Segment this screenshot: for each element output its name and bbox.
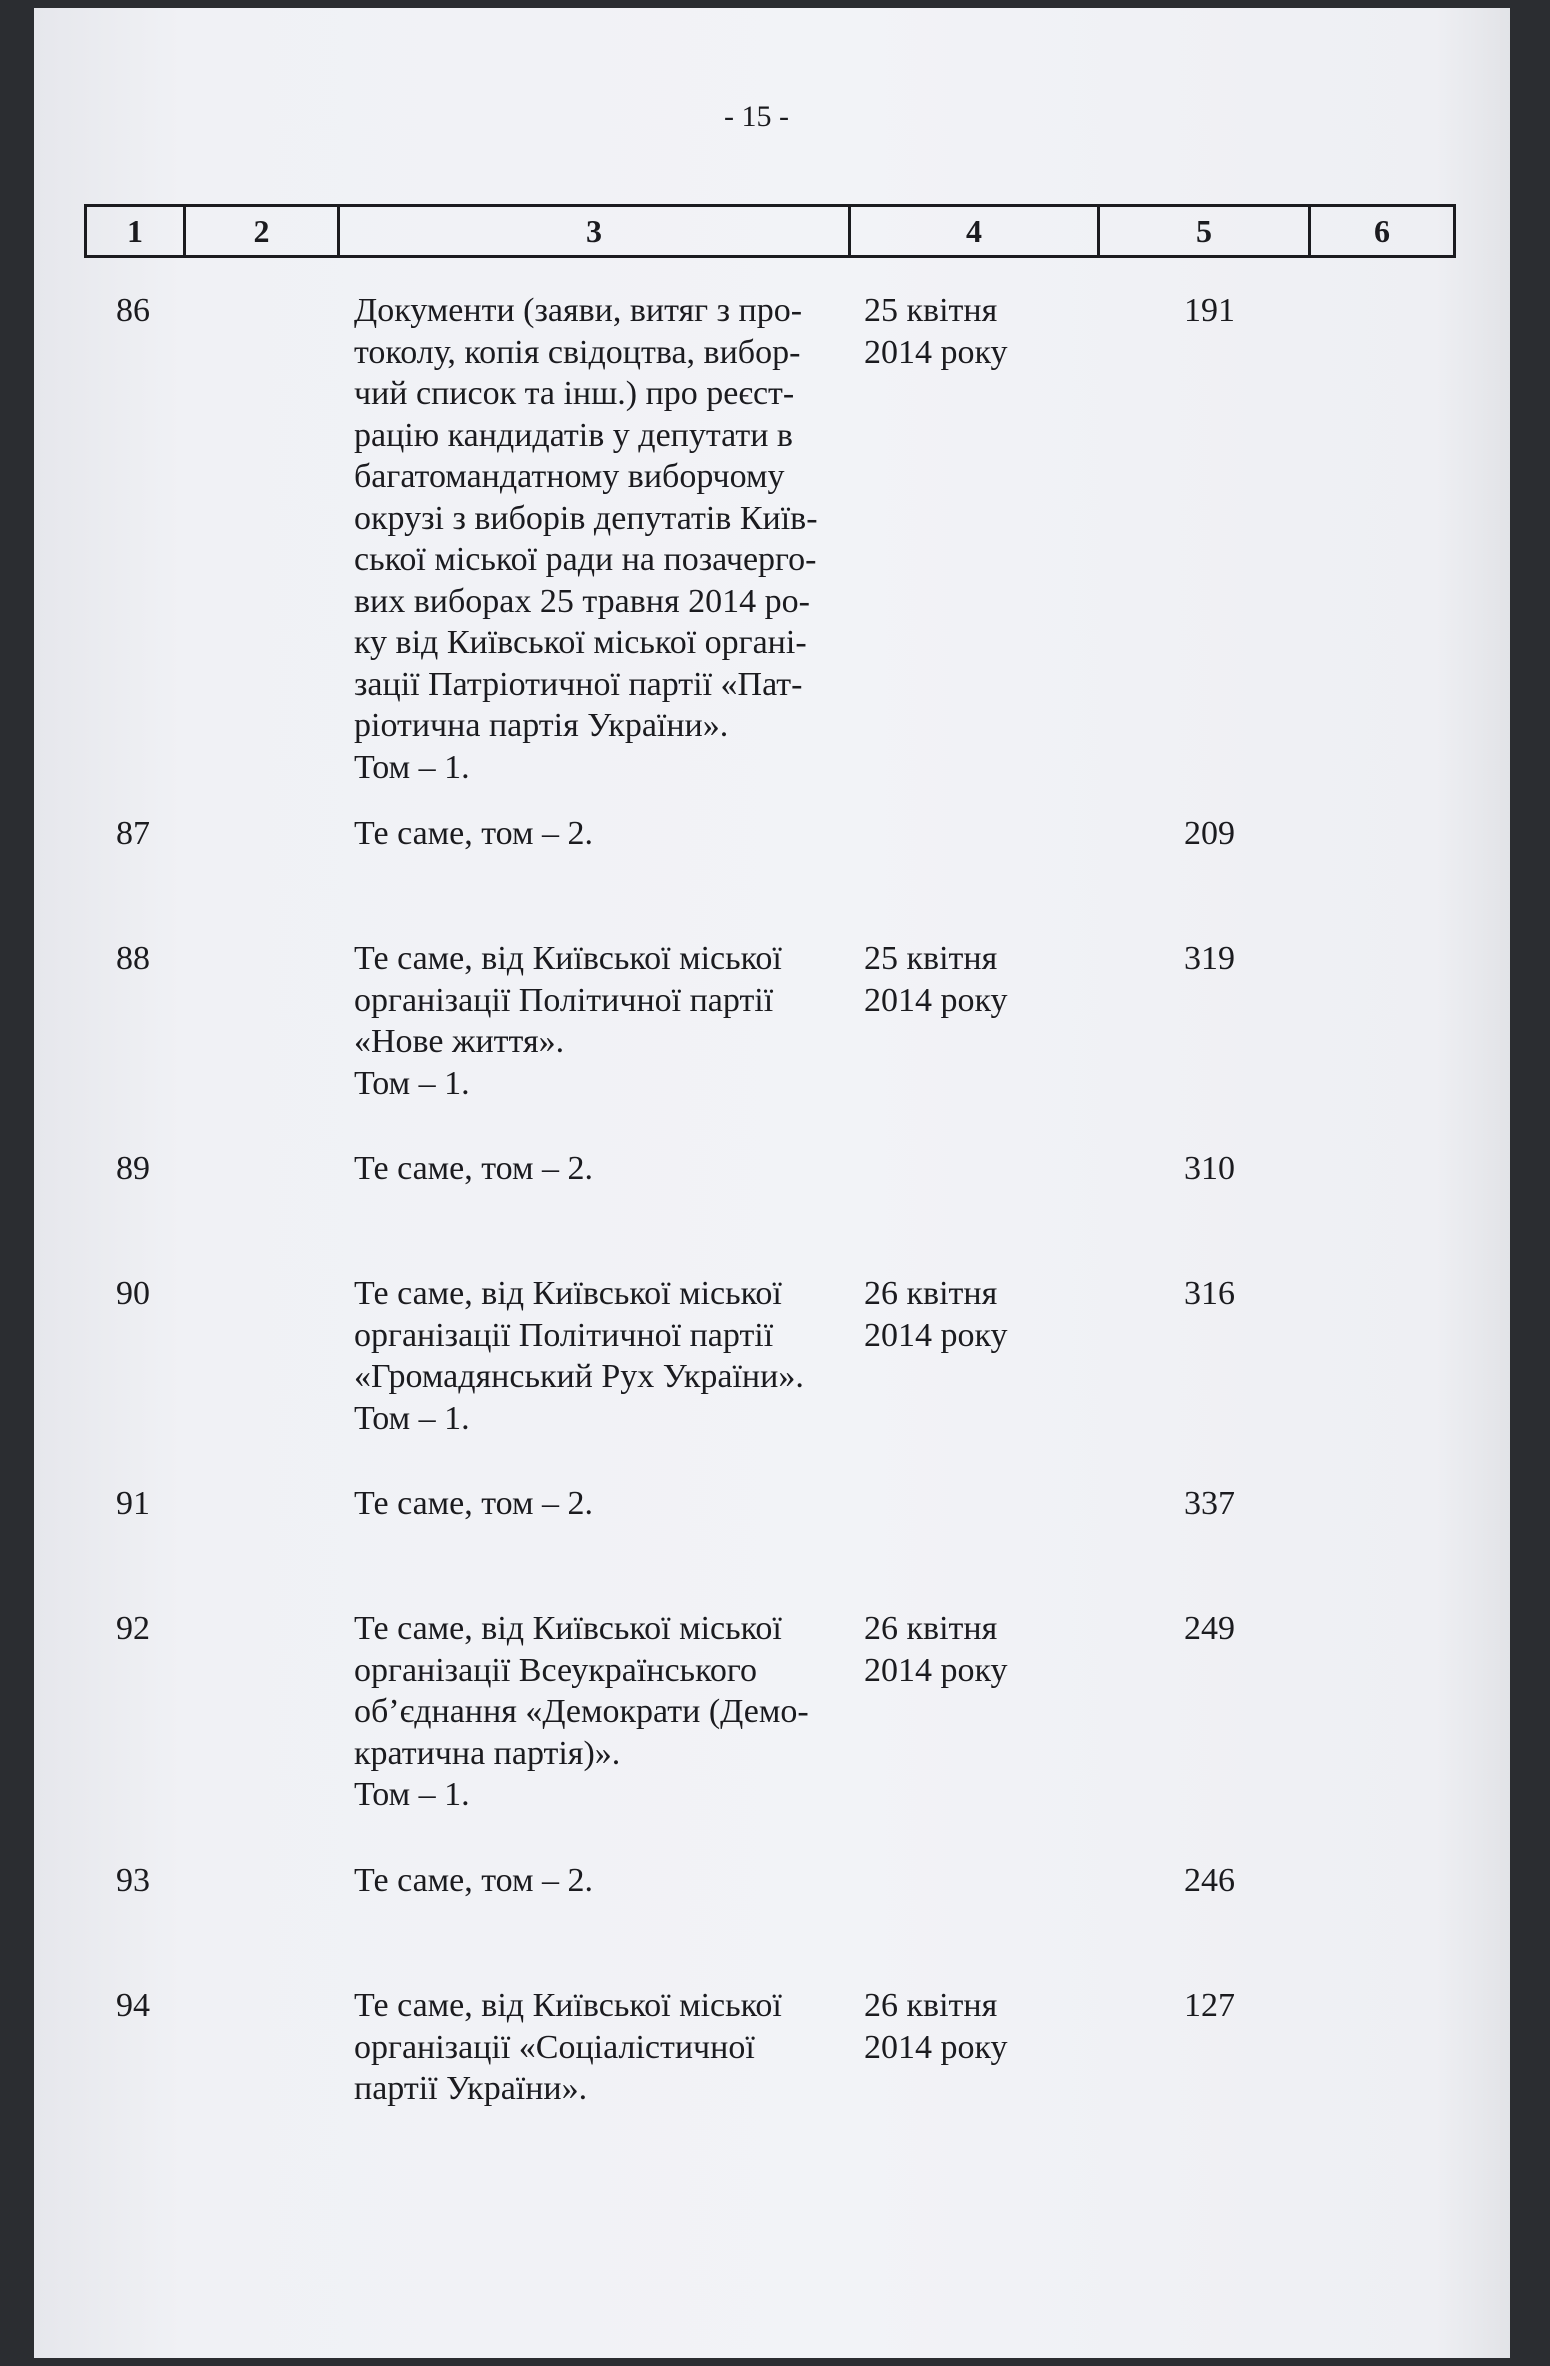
row-sheets: 249 [1184,1610,1235,1647]
row-description: Те саме, том – 2. [354,1862,594,1899]
header-col-5: 5 [1100,207,1311,255]
table-header [84,204,1456,258]
header-col-6: 6 [1374,213,1390,249]
row-number: 92 [116,1610,150,1647]
row-description: Те саме, від Київської міської організації Політичної партії «Громадянський Рух України». Том – 1. [354,1275,804,1437]
row-date: 26 квітня 2014 року [864,1610,1008,1689]
document-page [34,8,1510,2358]
row-number: 90 [116,1275,150,1312]
row-date: 25 квітня 2014 року [864,940,1008,1019]
row-date: 26 квітня 2014 року [864,1275,1008,1354]
page-number: - 15 - [724,100,789,133]
row-sheets: 319 [1184,940,1235,977]
row-number: 93 [116,1862,150,1899]
row-sheets: 337 [1184,1485,1235,1522]
row-date: 25 квітня 2014 року [864,292,1008,371]
row-number: 87 [116,815,150,852]
header-col-3: 3 [340,207,851,255]
row-sheets: 127 [1184,1987,1235,2024]
row-sheets: 191 [1184,292,1235,329]
row-number: 88 [116,940,150,977]
row-sheets: 310 [1184,1150,1235,1187]
header-col-2: 2 [186,207,340,255]
row-description: Те саме, від Київської міської організації «Соціалістичної партії України». [354,1987,782,2107]
row-description: Те саме, від Київської міської організації Політичної партії «Нове життя». Том – 1. [354,940,782,1102]
row-sheets: 246 [1184,1862,1235,1899]
row-description: Те саме, від Київської міської організації Всеукраїнського об’єднання «Демократи (Демо- кратична партія)». Том – 1. [354,1610,809,1813]
row-sheets: 316 [1184,1275,1235,1312]
header-col-1: 1 [87,207,186,255]
row-description: Те саме, том – 2. [354,1485,594,1522]
header-col-4: 4 [851,207,1100,255]
row-sheets: 209 [1184,815,1235,852]
row-number: 86 [116,292,150,329]
row-number: 91 [116,1485,150,1522]
row-date: 26 квітня 2014 року [864,1987,1008,2066]
row-number: 94 [116,1987,150,2024]
row-number: 89 [116,1150,150,1187]
row-description: Те саме, том – 2. [354,1150,594,1187]
row-description: Те саме, том – 2. [354,815,594,852]
row-description: Документи (заяви, витяг з про- токолу, копія свідоцтва, вибор- чий список та інш.) про реєст- рацію кандидатів у депутати в багатомандатному виборчому окрузі з виборів депутатів Київ- ської міської ради на позачерго- вих виборах 25 травня 2014 ро- ку від Київської міської органі- зації Патріотичної партії «Пат- ріотична партія України». Том – 1. [354,292,818,786]
